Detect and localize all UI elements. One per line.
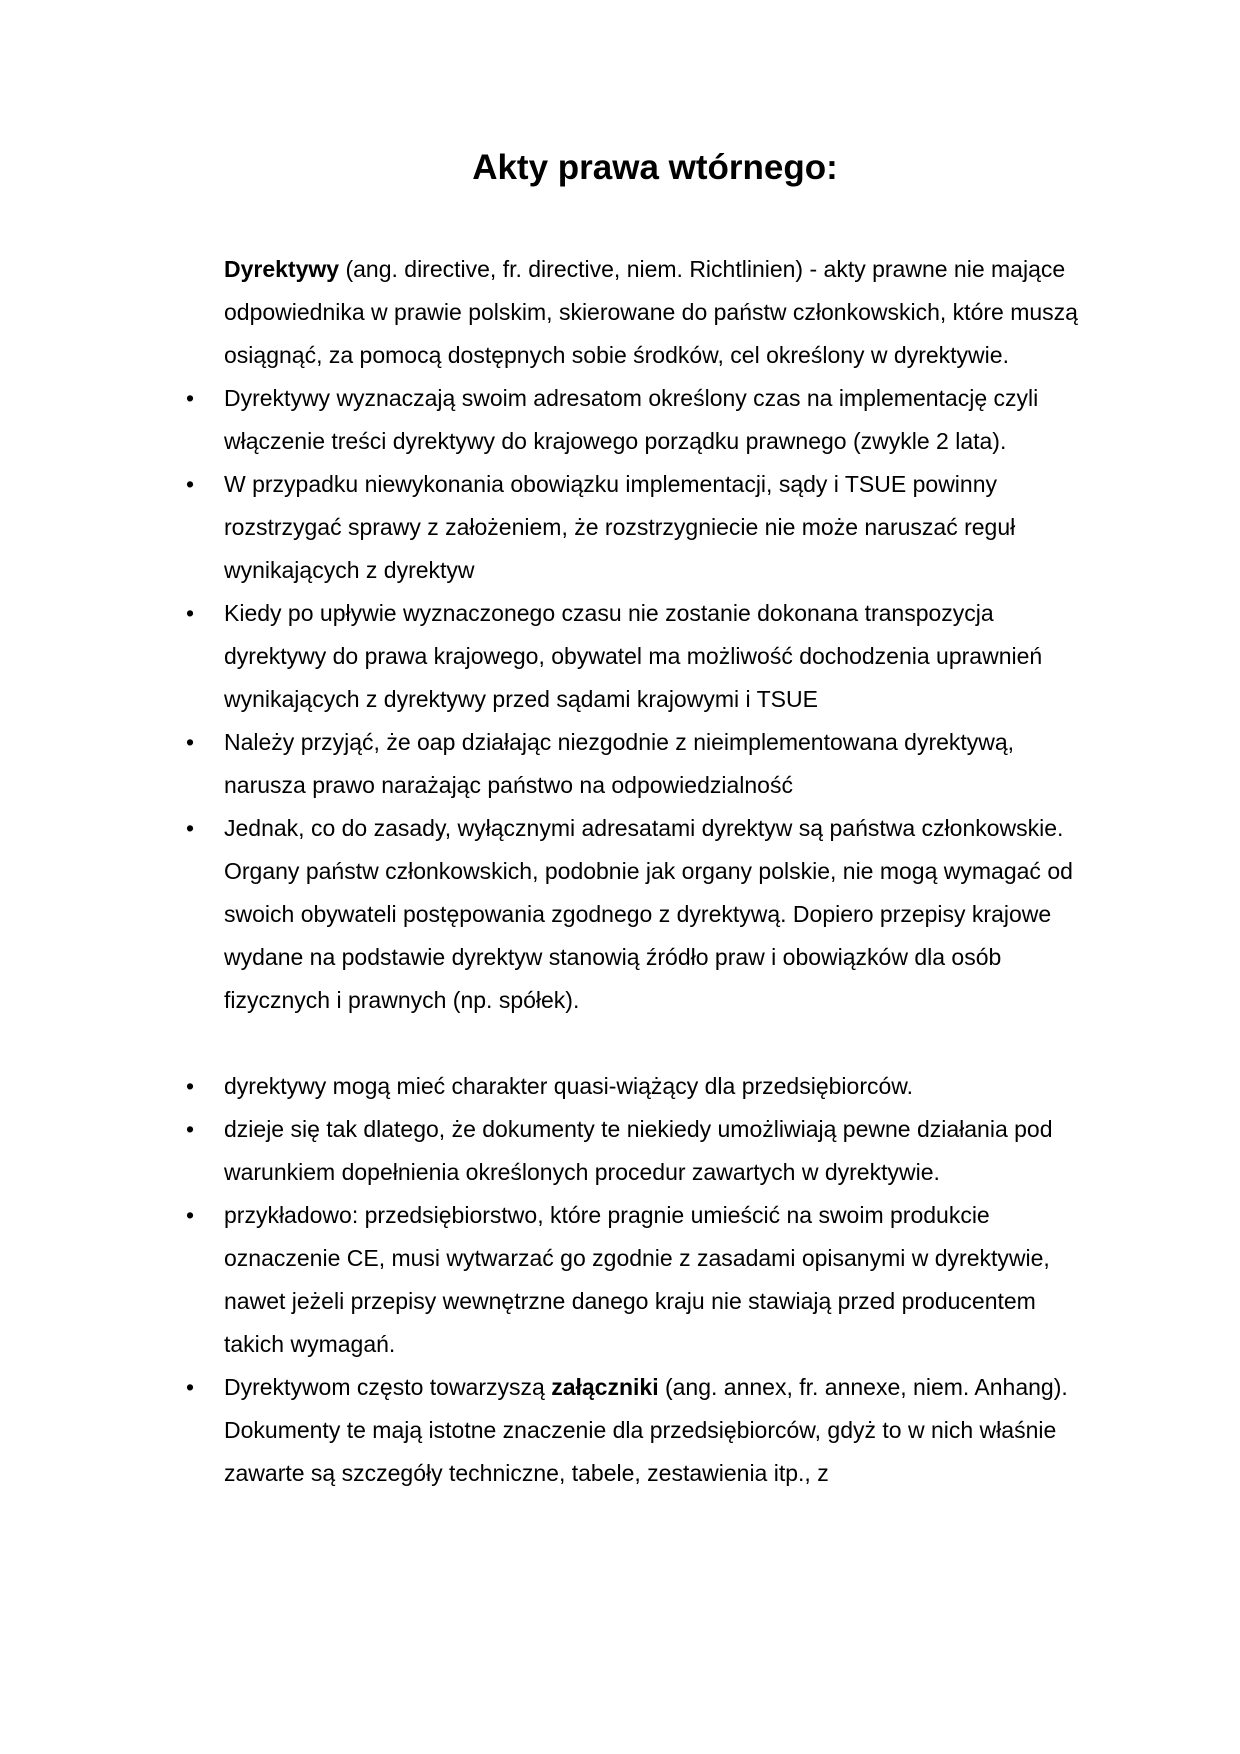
- list-item-text: W przypadku niewykonania obowiązku implementacji, sądy i TSUE powinny rozstrzygać sprawy z założeniem, że rozstrzygniecie nie może naruszać reguł wynikających z dyrektyw: [224, 471, 1016, 583]
- list-item: [182, 1366, 1102, 1495]
- bullet-icon: •: [186, 600, 195, 626]
- list-item: [182, 377, 1102, 463]
- list-item-text: Należy przyjąć, że oap działając niezgodnie z nieimplementowana dyrektywą, narusza prawo narażając państwo na odpowiedzialność: [224, 729, 1015, 798]
- list-item-text: Kiedy po upływie wyznaczonego czasu nie zostanie dokonana transpozycja dyrektywy do prawa krajowego, obywatel ma możliwość dochodzenia uprawnień wynikających z dyrektywy przed sądami krajowymi i TSUE: [224, 600, 1043, 712]
- page-title: Akty prawa wtórnego:: [472, 148, 838, 187]
- bullet-icon: •: [186, 815, 195, 841]
- list-item: [182, 1108, 1102, 1194]
- list-item-text-before: Dyrektywom często towarzyszą: [224, 1374, 552, 1400]
- intro-paragraph: [182, 248, 1102, 377]
- list-item-text: przykładowo: przedsiębiorstwo, które pragnie umieścić na swoim produkcie oznaczenie CE, musi wytwarzać go zgodnie z zasadami opisanymi w dyrektywie, nawet jeżeli przepisy wewnętrzne danego kraju nie stawiają przed producentem takich wymagań.: [224, 1202, 1050, 1357]
- intro-term: Dyrektywy: [224, 256, 340, 282]
- bullet-icon: •: [186, 1116, 195, 1142]
- blank-line: [182, 1022, 1102, 1065]
- list-item: [182, 721, 1102, 807]
- bullet-icon: •: [186, 729, 195, 755]
- list-item: [182, 463, 1102, 592]
- bullet-icon: •: [186, 385, 195, 411]
- bullet-list-2: [182, 1065, 1102, 1495]
- list-item: [182, 1194, 1102, 1366]
- list-item: [182, 807, 1102, 1022]
- list-item-text: Jednak, co do zasady, wyłącznymi adresatami dyrektyw są państwa członkowskie. Organy państw członkowskich, podobnie jak organy polskie, nie mogą wymagać od swoich obywateli postępowania zgodnego z dyrektywą. Dopiero przepisy krajowe wydane na podstawie dyrektyw stanowią źródło praw i obowiązków dla osób fizycznych i prawnych (np. spółek).: [224, 815, 1073, 1013]
- list-item-term: załączniki: [551, 1374, 659, 1400]
- bullet-icon: •: [186, 1374, 195, 1400]
- document-body: [182, 248, 1102, 1495]
- list-item-text: dzieje się tak dlatego, że dokumenty te niekiedy umożliwiają pewne działania pod warunkiem dopełnienia określonych procedur zawartych w dyrektywie.: [224, 1116, 1053, 1185]
- intro-text: (ang. directive, fr. directive, niem. Richtlinien) - akty prawne nie mające odpowiednika w prawie polskim, skierowane do państw członkowskich, które muszą osiągnąć, za pomocą dostępnych sobie środków, cel określony w dyrektywie.: [224, 256, 1078, 368]
- list-item: [182, 1065, 1102, 1108]
- list-item-text: dyrektywy mogą mieć charakter quasi-wiążący dla przedsiębiorców.: [224, 1073, 914, 1099]
- list-item-text: Dyrektywy wyznaczają swoim adresatom określony czas na implementację czyli włączenie treści dyrektywy do krajowego porządku prawnego (zwykle 2 lata).: [224, 385, 1039, 454]
- bullet-icon: •: [186, 1202, 195, 1228]
- list-item-text-after: (ang. annex, fr. annexe, niem. Anhang). Dokumenty te mają istotne znaczenie dla przedsiębiorców, gdyż to w nich właśnie zawarte są szczegóły techniczne, tabele, zestawienia itp., z: [224, 1374, 1068, 1486]
- bullet-list-1: [182, 377, 1102, 1022]
- list-item: [182, 592, 1102, 721]
- bullet-icon: •: [186, 1073, 195, 1099]
- bullet-icon: •: [186, 471, 195, 497]
